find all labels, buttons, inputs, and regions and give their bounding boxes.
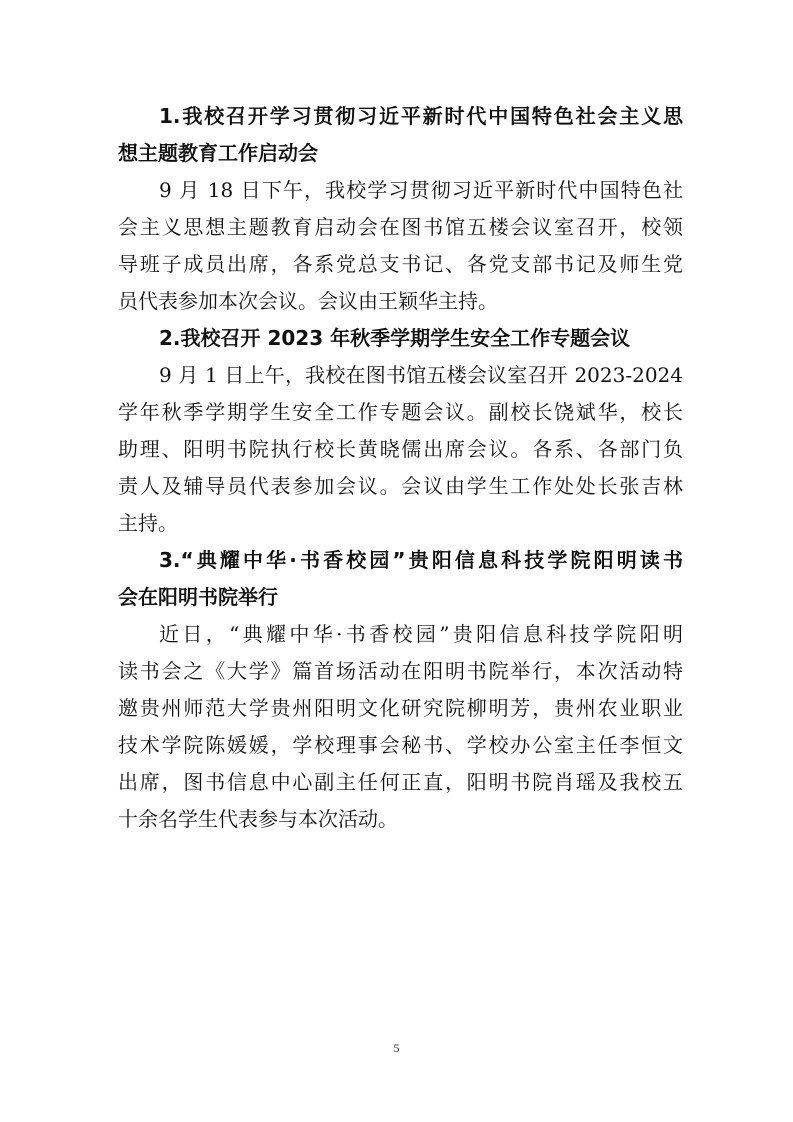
section-2: [118, 320, 683, 542]
section-heading-line: 3.“典耀中华·书香校园”贵阳信息科技学院阳明读书: [159, 548, 683, 572]
paragraph-line: 导班子成员出席，各系党总支书记、各党支部书记及师生党: [118, 252, 683, 276]
paragraph-line: 学年秋季学期学生安全工作专题会议。副校长饶斌华，校长: [118, 400, 683, 424]
paragraph-line: 读书会之《大学》篇首场活动在阳明书院举行，本次活动特: [118, 659, 683, 683]
section-heading-line: 想主题教育工作启动会: [118, 141, 318, 165]
page-number: 5: [393, 1041, 400, 1055]
section-heading-line: 1.我校召开学习贯彻习近平新时代中国特色社会主义思: [159, 104, 683, 128]
paragraph-line: 会主义思想主题教育启动会在图书馆五楼会议室召开，校领: [118, 215, 683, 239]
paragraph-line: 主持。: [118, 511, 178, 535]
section-1: [118, 98, 683, 320]
section-heading-line: 会在阳明书院举行: [118, 585, 278, 609]
section-heading-line: 2.我校召开 2023 年秋季学期学生安全工作专题会议: [159, 326, 631, 350]
paragraph-line: 技术学院陈媛媛，学校理事会秘书、学校办公室主任李恒文: [118, 733, 683, 757]
paragraph-line: 助理、阳明书院执行校长黄晓儒出席会议。各系、各部门负: [118, 437, 683, 461]
paragraph-line: 近日，“典耀中华·书香校园”贵阳信息科技学院阳明: [159, 622, 683, 646]
paragraph-line: 9 月 18 日下午，我校学习贯彻习近平新时代中国特色社: [159, 178, 683, 202]
paragraph-line: 出席，图书信息中心副主任何正直，阳明书院肖瑶及我校五: [118, 770, 683, 794]
document-body: [118, 98, 683, 838]
paragraph-line: 9 月 1 日上午，我校在图书馆五楼会议室召开 2023-2024: [159, 363, 683, 387]
paragraph-line: 十余名学生代表参与本次活动。: [118, 807, 398, 831]
paragraph-line: 邀贵州师范大学贵州阳明文化研究院柳明芳，贵州农业职业: [118, 696, 683, 720]
paragraph-line: 责人及辅导员代表参加会议。会议由学生工作处处长张吉林: [118, 474, 683, 498]
section-3: [118, 542, 683, 838]
paragraph-line: 员代表参加本次会议。会议由王颖华主持。: [118, 289, 498, 313]
